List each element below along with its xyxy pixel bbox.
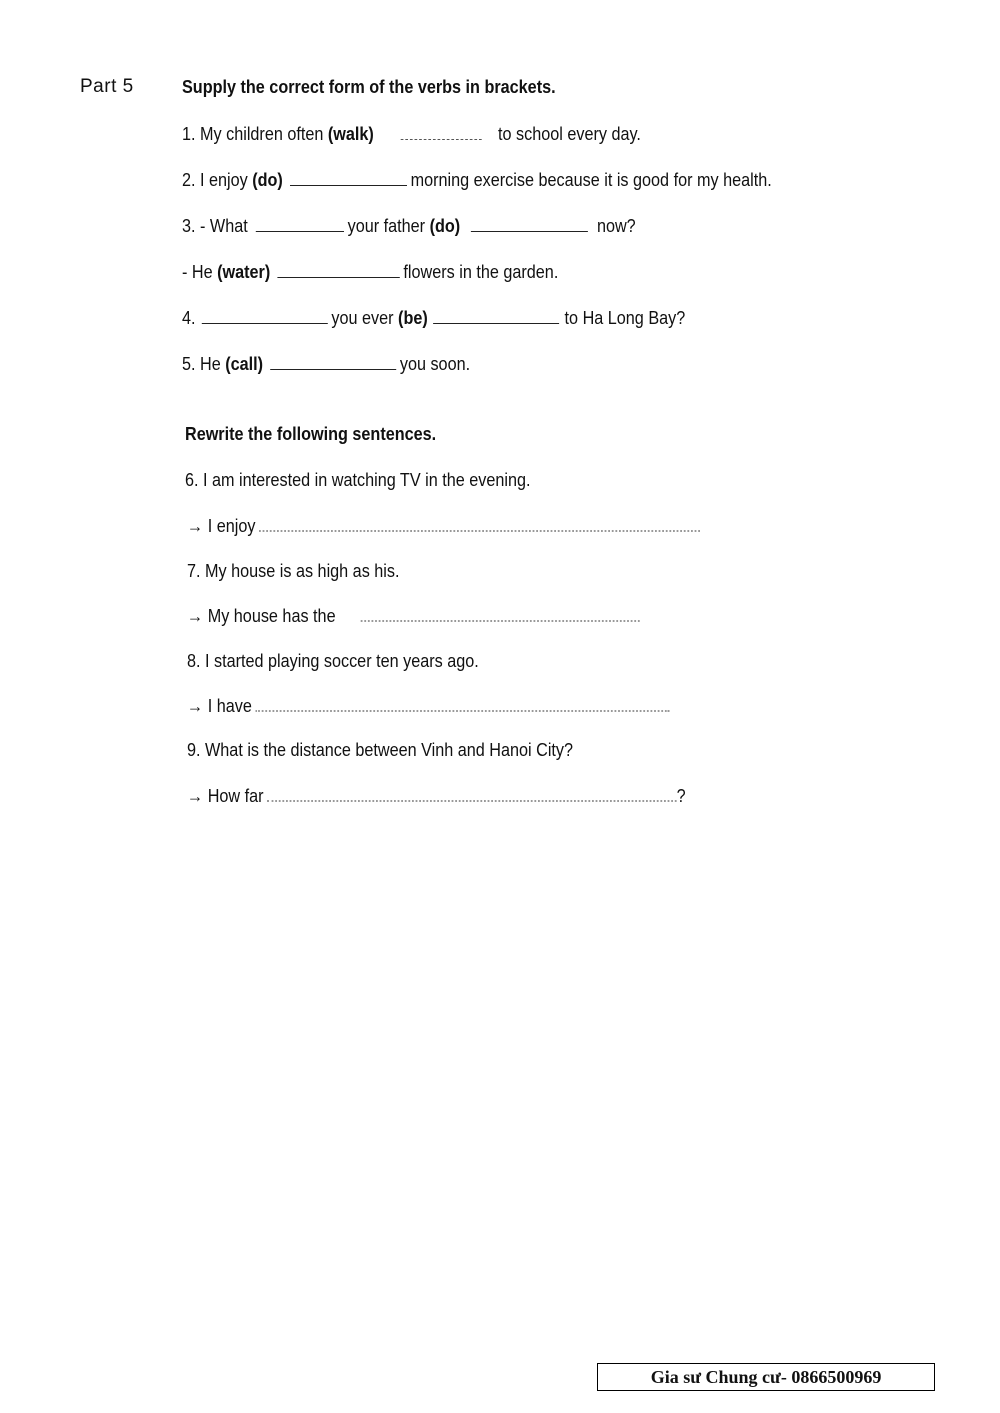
q9-answer-line[interactable]	[267, 788, 677, 802]
q2-answer-blank[interactable]	[290, 171, 407, 186]
answer-6	[187, 516, 700, 537]
q6-sentence: 6. I am interested in watching TV in the evening.	[185, 470, 531, 490]
q1-text: 1. My children often	[182, 124, 328, 144]
q4-verb: (be)	[398, 308, 428, 328]
q7-sentence: 7. My house is as high as his.	[187, 561, 400, 581]
q3b-text: - He	[182, 262, 218, 282]
q9-sentence: 9. What is the distance between Vinh and Hanoi City?	[187, 740, 574, 760]
q4-suffix: to Ha Long Bay?	[564, 308, 686, 328]
q7-answer-line[interactable]	[361, 608, 640, 622]
q3a-suffix: now?	[596, 216, 636, 236]
q2-suffix: morning exercise because it is good for my health.	[410, 170, 772, 190]
q3a-answer-blank-2[interactable]	[471, 217, 588, 232]
q3b-verb: (water)	[217, 262, 271, 282]
q4-answer-blank-2[interactable]	[433, 309, 559, 324]
q4-answer-blank-1[interactable]	[202, 309, 328, 324]
q3b-suffix: flowers in the garden.	[403, 262, 559, 282]
question-7	[187, 561, 400, 582]
q3b-answer-blank[interactable]	[277, 263, 399, 278]
q2-text: 2. I enjoy	[182, 170, 253, 190]
q5-verb: (call)	[225, 354, 264, 374]
section-heading-verbs: Supply the correct form of the verbs in brackets.	[182, 77, 556, 97]
q9-answer-prefix: → How far	[187, 786, 264, 806]
answer-8	[187, 696, 669, 717]
answer-7	[187, 606, 640, 627]
question-4	[182, 308, 685, 329]
q1-answer-blank[interactable]	[401, 125, 482, 140]
question-3a	[182, 216, 636, 237]
q1-suffix: to school every day.	[497, 124, 641, 144]
q5-answer-blank[interactable]	[270, 355, 396, 370]
q3a-verb: (do)	[429, 216, 461, 236]
q6-answer-prefix: → I enjoy	[187, 516, 256, 536]
footer-text: Gia sư Chung cư- 0866500969	[650, 1366, 882, 1387]
question-5	[182, 354, 470, 375]
question-3b	[182, 262, 558, 283]
q3a-text: 3. - What	[182, 216, 253, 236]
q3a-answer-blank-1[interactable]	[256, 217, 344, 232]
question-1	[182, 124, 641, 145]
question-2	[182, 170, 772, 191]
q8-answer-prefix: → I have	[187, 696, 252, 716]
q5-text: 5. He	[182, 354, 226, 374]
q6-answer-line[interactable]	[259, 518, 700, 532]
section-heading-rewrite: Rewrite the following sentences.	[185, 424, 437, 444]
part-label: Part 5	[80, 76, 134, 97]
q1-verb: (walk)	[327, 124, 374, 144]
question-6	[185, 470, 531, 491]
q4-mid: you ever	[331, 308, 399, 328]
q5-suffix: you soon.	[399, 354, 471, 374]
q8-sentence: 8. I started playing soccer ten years ago.	[187, 651, 479, 671]
question-8	[187, 651, 479, 672]
footer-contact-box	[597, 1363, 935, 1391]
question-9	[187, 740, 573, 761]
q7-answer-prefix: → My house has the	[187, 606, 336, 626]
q8-answer-line[interactable]	[255, 698, 669, 712]
q4-text: 4.	[182, 308, 201, 328]
q2-verb: (do)	[252, 170, 283, 190]
q9-answer-suffix: ?	[676, 786, 686, 806]
q3a-mid: your father	[347, 216, 430, 236]
answer-9	[187, 786, 686, 807]
